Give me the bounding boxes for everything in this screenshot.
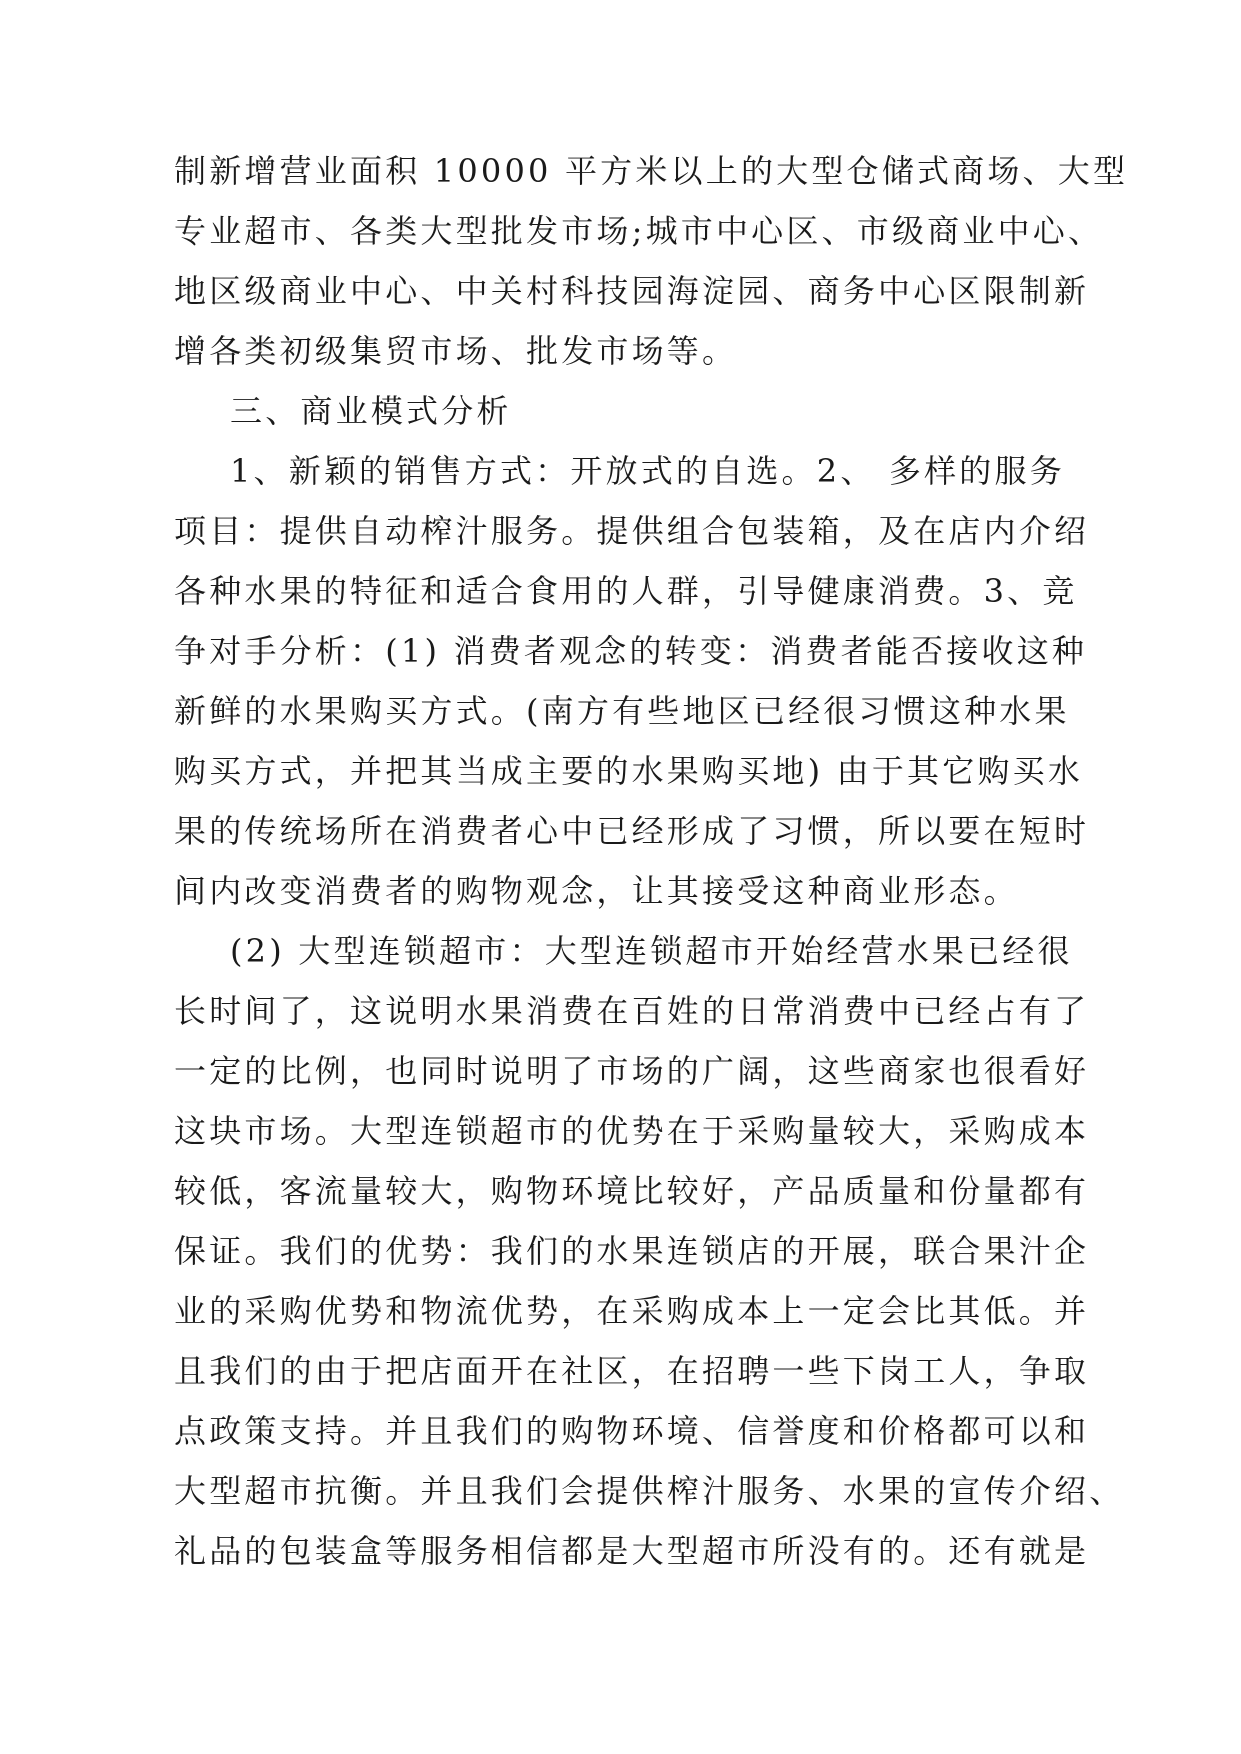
text-line: 较低，客流量较大，购物环境比较好，产品质量和份量都有 <box>174 1172 1090 1210</box>
text-line: 礼品的包装盒等服务相信都是大型超市所没有的。还有就是 <box>174 1532 1090 1570</box>
text-line: 项目：提供自动榨汁服务。提供组合包装箱，及在店内介绍 <box>174 512 1090 550</box>
text-line: 且我们的由于把店面开在社区，在招聘一些下岗工人，争取 <box>174 1352 1090 1390</box>
text-line: 保证。我们的优势：我们的水果连锁店的开展，联合果汁企 <box>174 1232 1090 1270</box>
text-line: 业的采购优势和物流优势，在采购成本上一定会比其低。并 <box>174 1292 1090 1330</box>
section-heading: 三、商业模式分析 <box>230 392 512 430</box>
text-line: 一定的比例，也同时说明了市场的广阔，这些商家也很看好 <box>174 1052 1090 1090</box>
text-line: 新鲜的水果购买方式。(南方有些地区已经很习惯这种水果 <box>174 692 1070 730</box>
text-line: 专业超市、各类大型批发市场;城市中心区、市级商业中心、 <box>174 212 1104 250</box>
text-line: 争对手分析：(1) 消费者观念的转变：消费者能否接收这种 <box>174 632 1088 670</box>
text-line: 点政策支持。并且我们的购物环境、信誉度和价格都可以和 <box>174 1412 1090 1450</box>
text-line: 增各类初级集贸市场、批发市场等。 <box>174 332 738 370</box>
text-line: (2) 大型连锁超市：大型连锁超市开始经营水果已经很 <box>230 932 1073 970</box>
text-line: 制新增营业面积 10000 平方米以上的大型仓储式商场、大型 <box>174 152 1129 190</box>
text-line: 间内改变消费者的购物观念，让其接受这种商业形态。 <box>174 872 1019 910</box>
text-line: 各种水果的特征和适合食用的人群，引导健康消费。3、竞 <box>174 572 1078 610</box>
text-line: 这块市场。大型连锁超市的优势在于采购量较大，采购成本 <box>174 1112 1090 1150</box>
text-line: 长时间了，这说明水果消费在百姓的日常消费中已经占有了 <box>174 992 1090 1030</box>
text-line: 大型超市抗衡。并且我们会提供榨汁服务、水果的宣传介绍、 <box>174 1472 1125 1510</box>
text-line: 果的传统场所在消费者心中已经形成了习惯，所以要在短时 <box>174 812 1090 850</box>
text-line: 1、新颖的销售方式：开放式的自选。2、 多样的服务 <box>230 452 1065 490</box>
text-line: 购买方式，并把其当成主要的水果购买地) 由于其它购买水 <box>174 752 1084 790</box>
text-line: 地区级商业中心、中关村科技园海淀园、商务中心区限制新 <box>174 272 1090 310</box>
